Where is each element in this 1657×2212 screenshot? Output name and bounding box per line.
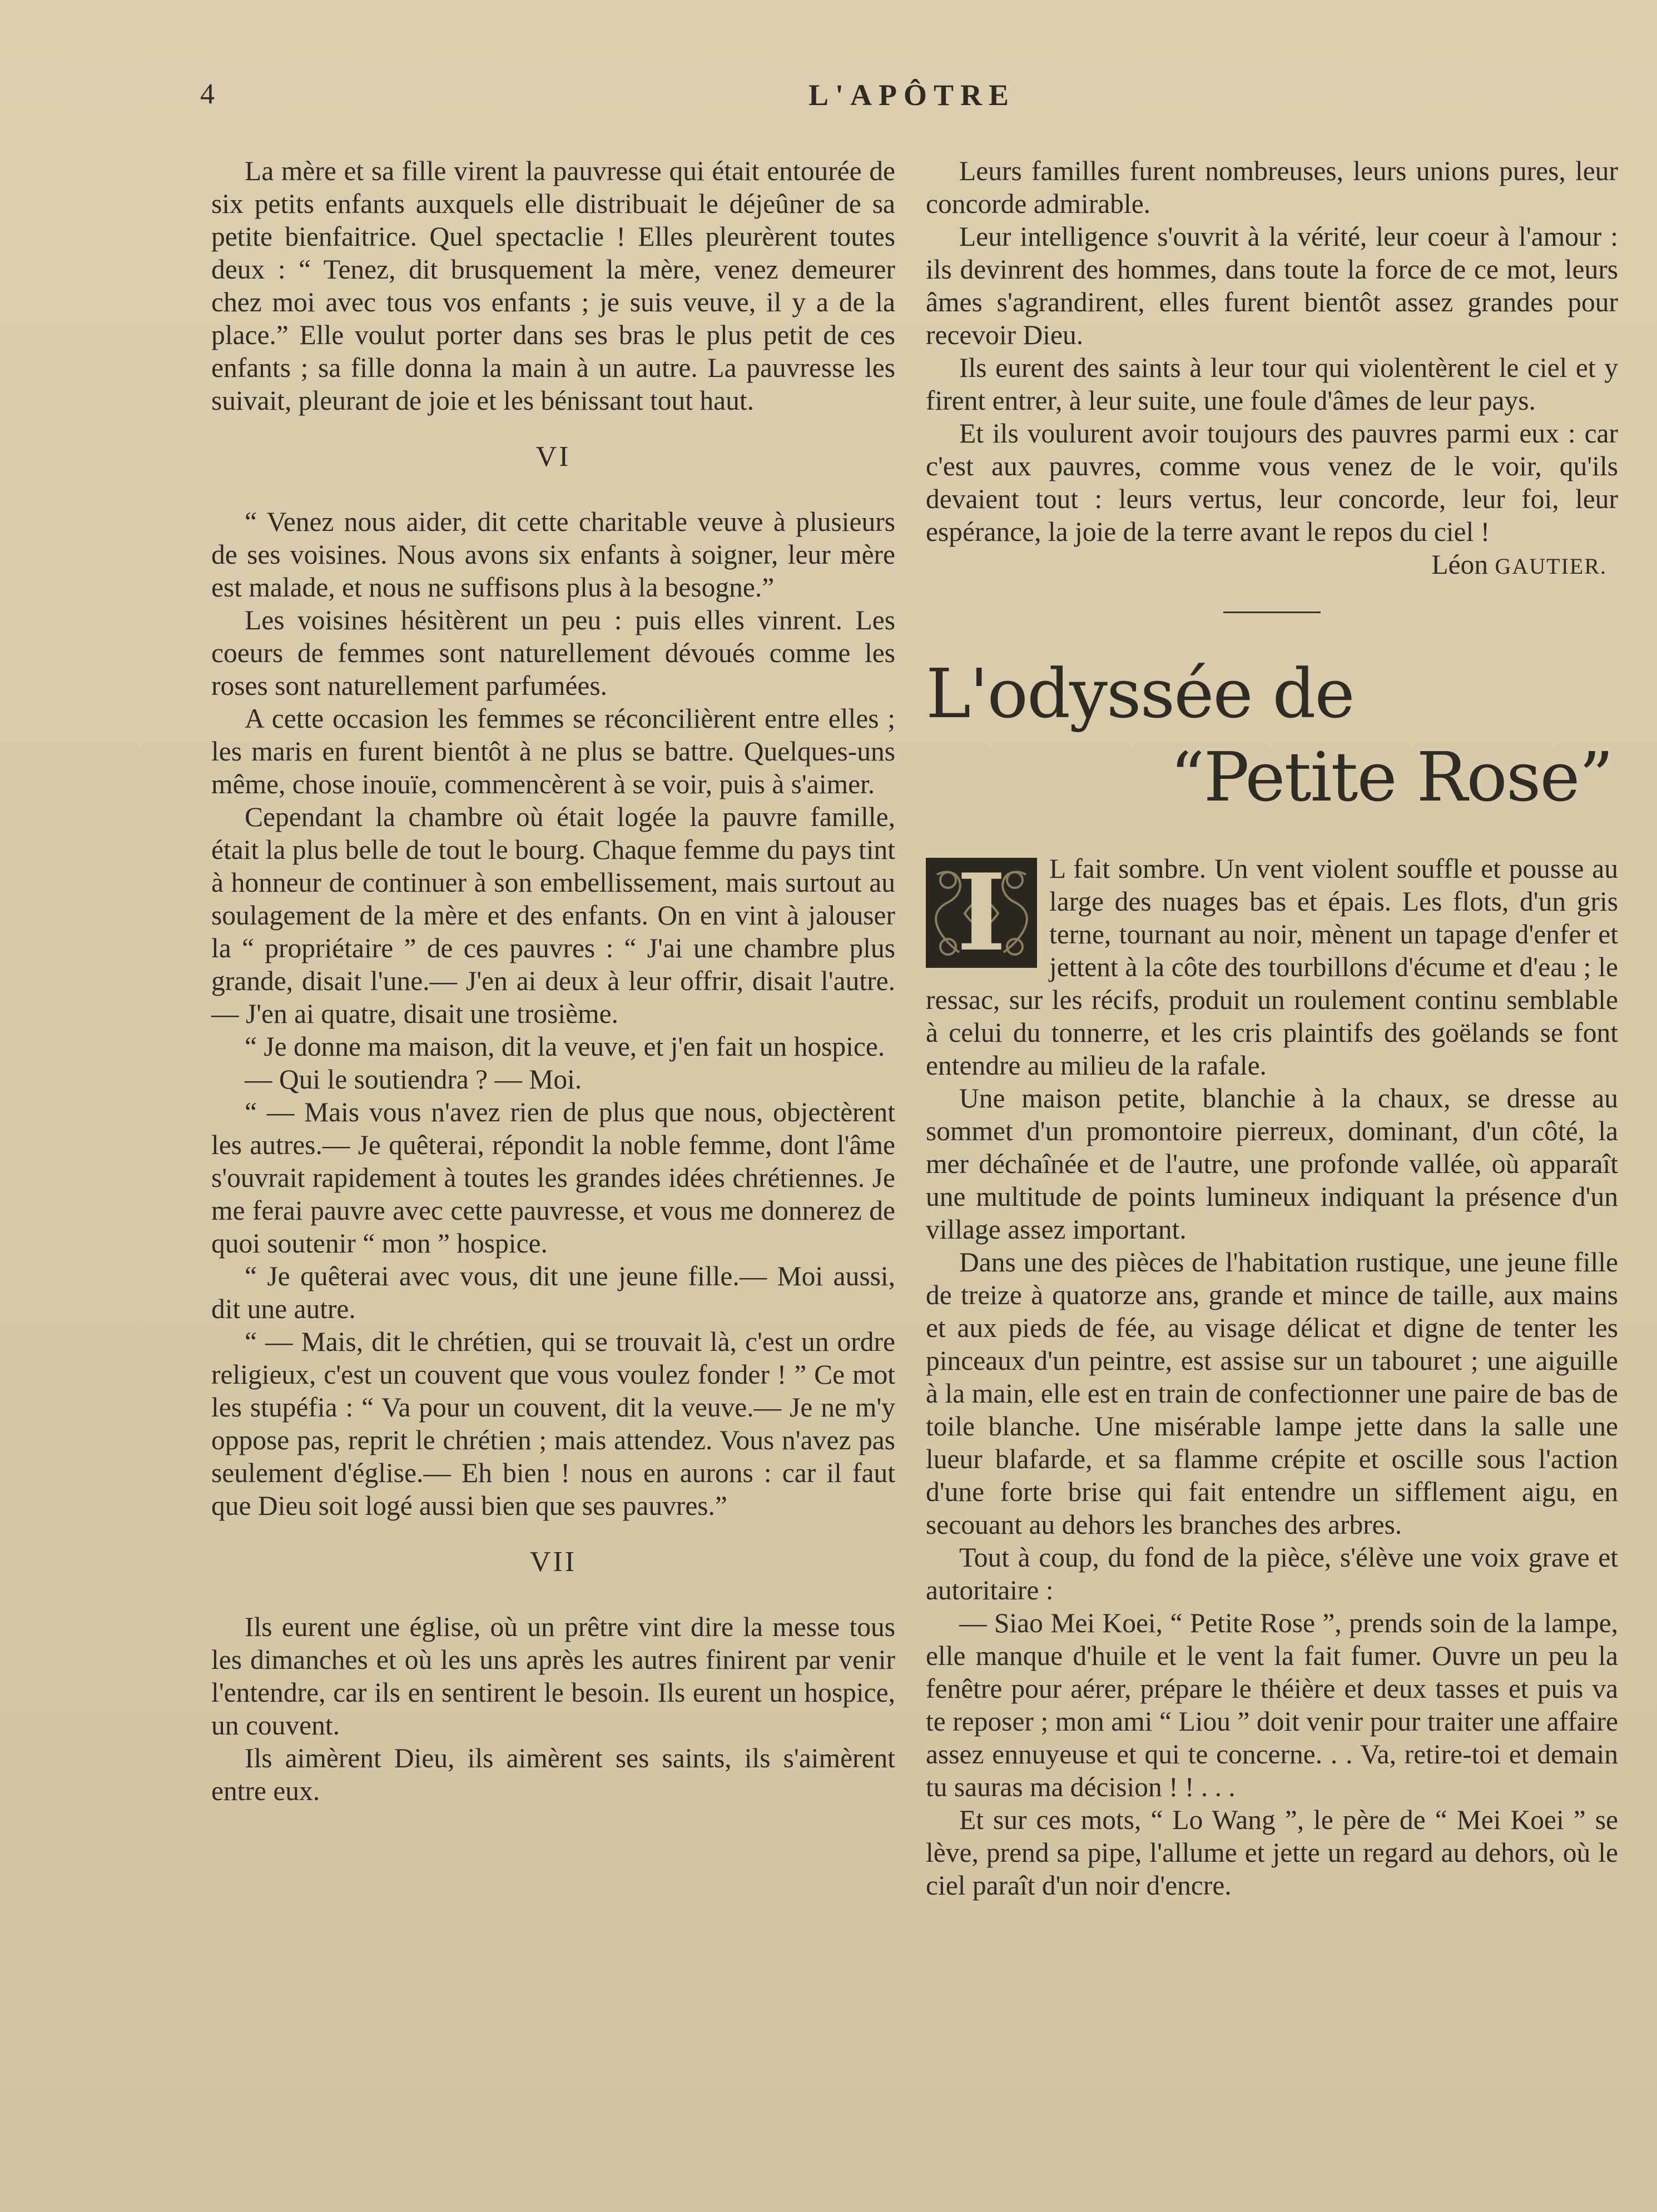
paragraph: Et sur ces mots, “ Lo Wang ”, le père de “ Mei Koei ” se lève, prend sa pipe, l'allume et jette un regard au dehors, où le ciel paraît d'un noir d'encre. [926,1805,1618,1901]
section-heading-vi: VI [535,441,571,473]
author-first-name: Léon [1431,549,1489,580]
section-heading-vii: VII [529,1546,577,1578]
page-header [200,78,1624,122]
paragraph: Une maison petite, blanchie à la chaux, se dresse au sommet d'un promontoire pierreux, dominant, d'un côté, la mer déchaînée et de l'autre, une profonde vallée, où apparaît une multitude de points lumineux indiquant la présence d'un village assez important. [926,1083,1618,1245]
paragraph: Ils eurent une église, où un prêtre vint dire la messe tous les dimanches et où les uns après les autres finirent par venir l'entendre, car ils en sentirent le besoin. Ils eurent un hospice, un couvent. [211,1612,895,1741]
paragraph: — Siao Mei Koei, “ Petite Rose ”, prends soin de la lampe, elle manque d'huile et le vent la fait fumer. Ouvre un peu la fenêtre pour aérer, prépare le théière et deux tasses et puis va te reposer ; mon ami “ Liou ” doit venir pour traiter une affaire assez ennuyeuse et qui te concerne. . . Va, retire-toi et demain tu sauras ma décision ! ! . . . [926,1608,1618,1802]
paragraph: “ Je quêterai avec vous, dit une jeune fille.— Moi aussi, dit une autre. [211,1261,895,1324]
paragraph: La mère et sa fille virent la pauvresse qui était entourée de six petits enfants auxquels elle distribuait le déjeûner de sa petite bienfaitrice. Quel spectaclie ! Elles pleurèrent toutes deux : “ Tenez, dit brusquement la mère, venez demeurer chez moi avec tous vos enfants ; je suis veuve, il y a de la place.” Elle voulut porter dans ses bras le plus petit de ces enfants ; sa fille donna la main à un autre. La pauvresse les suivait, pleurant de joie et les bénissant tout haut. [211,156,895,416]
article-title-line-2: “Petite Rose” [1170,738,1613,817]
paragraph: Cependant la chambre où était logée la pauvre famille, était la plus belle de tout le bourg. Chaque femme du pays tint à honneur de continuer à son embellissement, mais surtout au soulagement de la mère et des enfants. On en vint à jalouser la “ propriétaire ” de ces pauvres : “ J'ai une chambre plus grande, disait l'une.— J'en ai deux à leur offrir, disait l'autre.— J'en ai quatre, disait une trosième. [211,802,895,1029]
page-number: 4 [200,78,215,110]
dropcap-letter: I [956,851,1006,975]
right-column [926,155,1618,1902]
ornamental-dropcap [926,851,1037,975]
paragraph: Les voisines hésitèrent un peu : puis elles vinrent. Les coeurs de femmes sont naturellement dévoués comme les roses sont naturellement parfumées. [211,605,895,701]
paragraph: Leurs familles furent nombreuses, leurs unions pures, leur concorde admirable. [926,156,1618,219]
paragraph: Et ils voulurent avoir toujours des pauvres parmi eux : car c'est aux pauvres, comme vous venez de le voir, qu'ils devaient tout : leurs vertus, leur concorde, leur foi, leur espérance, la joie de la terre avant le repos du ciel ! [926,418,1618,547]
paragraph: “ — Mais, dit le chrétien, qui se trouvait là, c'est un ordre religieux, c'est un couvent que vous voulez fonder ! ” Ce mot les stupéfia : “ Va pour un couvent, dit la veuve.— Je ne m'y oppose pas, reprit le chrétien ; mais attendez. Vous n'avez pas seulement d'église.— Eh bien ! nous en aurons : car il faut que Dieu soit logé aussi bien que ses pauvres.” [211,1326,895,1521]
paragraph: — Qui le soutiendra ? — Moi. [245,1064,582,1095]
author-signature [926,548,1618,583]
article-title [926,652,1618,819]
paragraph: Dans une des pièces de l'habitation rustique, une jeune fille de treize à quatorze ans, grande et mince de taille, aux mains et aux pieds de fée, au visage délicat et digne de tenter les pinceaux d'un peintre, est assise sur un tabouret ; une aiguille à la main, elle est en train de confectionner une paire de bas de toile blanche. Une misérable lampe jette dans la salle une lueur blafarde, et sa flamme crépite et oscille sous l'action d'une forte brise qui fait entendre un sifflement aigu, en secouant au dehors les branches des arbres. [926,1247,1618,1540]
paragraph: L fait sombre. Un vent violent souffle et pousse au large des nuages bas et épais. Les flots, d'un gris terne, tournant au noir, mènent un tapage d'enfer et jettent à la côte des tourbillons d'écume et d'eau ; le ressac, sur les récifs, produit un roulement continu semblable à celui du tonnerre, et les cris plaintifs des goëlands se font entendre au milieu de la rafale. [926,853,1618,1081]
paragraph: Ils aimèrent Dieu, ils aimèrent ses saints, ils s'aimèrent entre eux. [211,1743,895,1806]
running-title: L'APÔTRE [808,78,1016,112]
paragraph: “ Je donne ma maison, dit la veuve, et j'en fait un hospice. [245,1031,885,1062]
paragraph: Ils eurent des saints à leur tour qui violentèrent le ciel et y firent entrer, à leur suite, une foule d'âmes de leur pays. [926,352,1618,416]
paragraph: A cette occasion les femmes se réconcilièrent entre elles ; les maris en furent bientôt à ne plus se battre. Quelques-uns même, chose inouïe, commencèrent à se voir, puis à s'aimer. [211,703,895,799]
paragraph: Leur intelligence s'ouvrit à la vérité, leur coeur à l'amour : ils devinrent des hommes, dans toute la force de ce mot, leurs âmes s'agrandirent, elles furent bientôt assez grandes pour recevoir Dieu. [926,221,1618,350]
paragraph: “ Venez nous aider, dit cette charitable veuve à plusieurs de ses voisines. Nous avons six enfants à soigner, leur mère est malade, et nous ne suffisons plus à la besogne.” [211,506,895,603]
left-column [211,155,895,1807]
author-last-name: GAUTIER. [1495,554,1607,579]
section-divider [1223,612,1321,613]
paragraph: “ — Mais vous n'avez rien de plus que nous, objectèrent les autres.— Je quêterai, répondit la noble femme, dont l'âme s'ouvrait rapidement à toutes les grandes idées chrétiennes. Je me ferai pauvre avec cette pauvresse, et vous me donnerez de quoi soutenir “ mon ” hospice. [211,1097,895,1259]
article-title-line-1: L'odyssée de [926,654,1354,733]
paragraph: Tout à coup, du fond de la pièce, s'élève une voix grave et autoritaire : [926,1542,1618,1605]
